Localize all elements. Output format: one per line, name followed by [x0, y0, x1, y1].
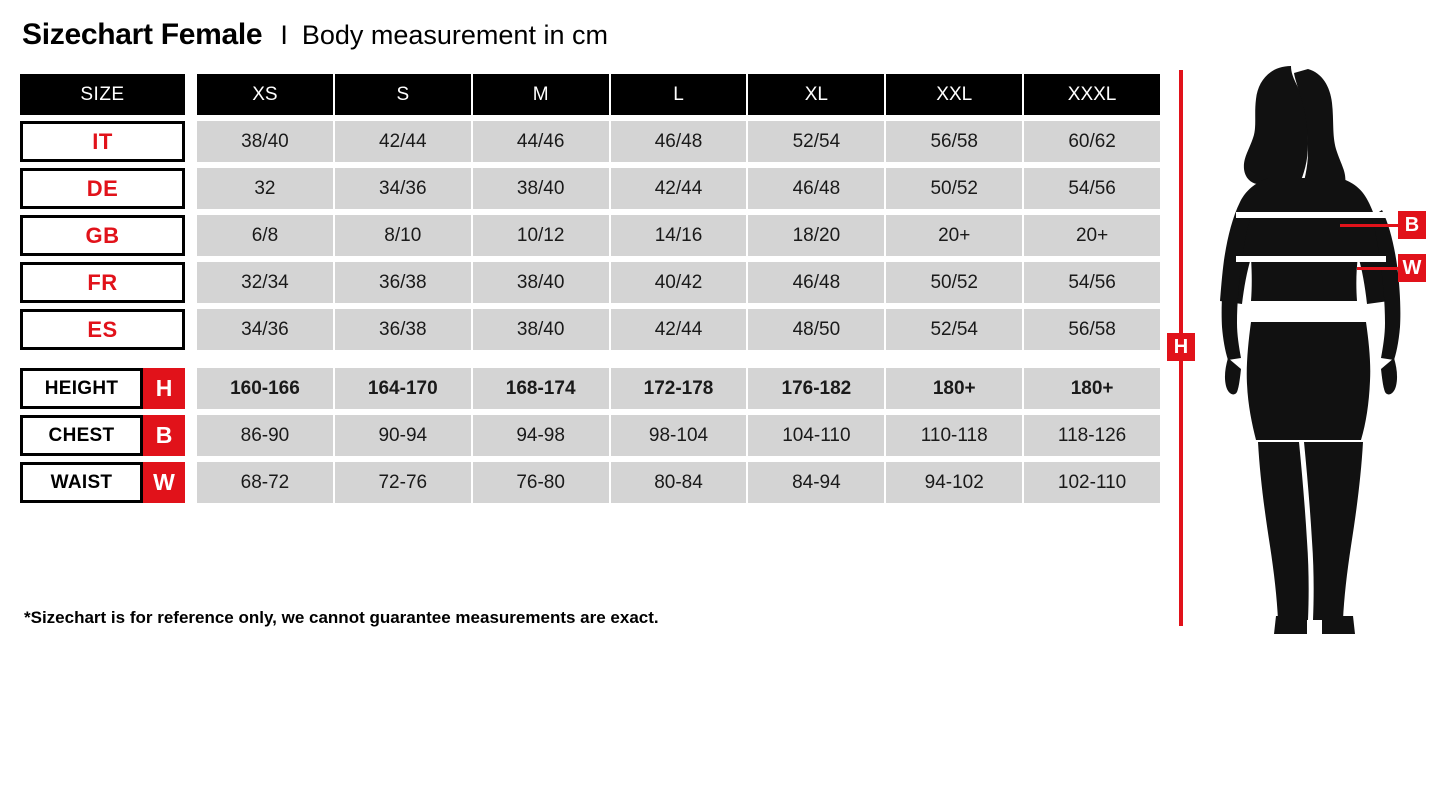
chest-marker-line [1340, 224, 1398, 227]
row-label-fr: FR [20, 262, 185, 303]
cell-height-xxxl: 180+ [1024, 368, 1160, 409]
cell-de-l: 42/44 [611, 168, 747, 209]
waist-marker-icon: W [1398, 254, 1426, 282]
cell-fr-l: 40/42 [611, 262, 747, 303]
cell-waist-xs: 68-72 [197, 462, 333, 503]
cell-de-xxl: 50/52 [886, 168, 1022, 209]
cell-gb-m: 10/12 [473, 215, 609, 256]
cell-it-s: 42/44 [335, 121, 471, 162]
cell-de-xxxl: 54/56 [1024, 168, 1160, 209]
footnote: *Sizechart is for reference only, we cannot guarantee measurements are exact. [24, 608, 659, 627]
cell-fr-s: 36/38 [335, 262, 471, 303]
row-label-it: IT [20, 121, 185, 162]
cell-gb-l: 14/16 [611, 215, 747, 256]
header-size-xxxl: XXXL [1024, 74, 1160, 115]
row-label-waist-text: WAIST [20, 462, 143, 503]
header-size-s: S [335, 74, 471, 115]
header-size-label: SIZE [20, 74, 185, 115]
cell-fr-xs: 32/34 [197, 262, 333, 303]
waist-marker [1357, 254, 1426, 282]
row-label-gb: GB [20, 215, 185, 256]
cell-es-s: 36/38 [335, 309, 471, 350]
cell-de-xl: 46/48 [748, 168, 884, 209]
chest-marker [1340, 211, 1426, 239]
cell-es-l: 42/44 [611, 309, 747, 350]
cell-it-xl: 52/54 [748, 121, 884, 162]
cell-chest-l: 98-104 [611, 415, 747, 456]
cell-height-s: 164-170 [335, 368, 471, 409]
cell-waist-l: 80-84 [611, 462, 747, 503]
cell-height-m: 168-174 [473, 368, 609, 409]
cell-it-xxxl: 60/62 [1024, 121, 1160, 162]
cell-it-xs: 38/40 [197, 121, 333, 162]
cell-de-m: 38/40 [473, 168, 609, 209]
cell-waist-s: 72-76 [335, 462, 471, 503]
waist-marker-line [1357, 267, 1398, 270]
table-row [20, 262, 1160, 303]
page-title [22, 18, 608, 52]
cell-waist-xl: 84-94 [748, 462, 884, 503]
cell-gb-xxxl: 20+ [1024, 215, 1160, 256]
row-label-waist [20, 462, 185, 503]
cell-fr-xxxl: 54/56 [1024, 262, 1160, 303]
cell-fr-xxl: 50/52 [886, 262, 1022, 303]
cell-it-l: 46/48 [611, 121, 747, 162]
table-row [20, 215, 1160, 256]
cell-es-m: 38/40 [473, 309, 609, 350]
table-row [20, 121, 1160, 162]
cell-chest-s: 90-94 [335, 415, 471, 456]
header-size-xl: XL [748, 74, 884, 115]
cell-height-xs: 160-166 [197, 368, 333, 409]
table-row [20, 368, 1160, 409]
sizechart-table [20, 74, 1160, 509]
cell-waist-xxl: 94-102 [886, 462, 1022, 503]
cell-waist-m: 76-80 [473, 462, 609, 503]
title-subtitle: Body measurement in cm [301, 20, 608, 50]
cell-it-m: 44/46 [473, 121, 609, 162]
cell-gb-xxl: 20+ [886, 215, 1022, 256]
female-silhouette-figure [1196, 60, 1411, 635]
female-body-icon [1196, 60, 1411, 635]
header-size-m: M [473, 74, 609, 115]
height-badge-icon: H [143, 368, 185, 409]
cell-gb-s: 8/10 [335, 215, 471, 256]
table-header-row [20, 74, 1160, 115]
cell-height-xl: 176-182 [748, 368, 884, 409]
header-size-xxl: XXL [886, 74, 1022, 115]
table-section-gap [20, 356, 1160, 368]
cell-chest-xxl: 110-118 [886, 415, 1022, 456]
cell-waist-xxxl: 102-110 [1024, 462, 1160, 503]
cell-es-xl: 48/50 [748, 309, 884, 350]
cell-es-xxl: 52/54 [886, 309, 1022, 350]
table-row [20, 309, 1160, 350]
row-label-chest-text: CHEST [20, 415, 143, 456]
cell-de-xs: 32 [197, 168, 333, 209]
cell-fr-xl: 46/48 [748, 262, 884, 303]
cell-chest-xs: 86-90 [197, 415, 333, 456]
cell-chest-m: 94-98 [473, 415, 609, 456]
chest-marker-icon: B [1398, 211, 1426, 239]
cell-fr-m: 38/40 [473, 262, 609, 303]
row-label-chest [20, 415, 185, 456]
cell-es-xs: 34/36 [197, 309, 333, 350]
cell-chest-xl: 104-110 [748, 415, 884, 456]
title-main: Sizechart Female [22, 18, 263, 51]
height-marker-icon: H [1167, 333, 1195, 361]
cell-de-s: 34/36 [335, 168, 471, 209]
row-label-height-text: HEIGHT [20, 368, 143, 409]
cell-es-xxxl: 56/58 [1024, 309, 1160, 350]
row-label-de: DE [20, 168, 185, 209]
cell-gb-xs: 6/8 [197, 215, 333, 256]
cell-height-l: 172-178 [611, 368, 747, 409]
chest-badge-icon: B [143, 415, 185, 456]
cell-it-xxl: 56/58 [886, 121, 1022, 162]
table-row [20, 462, 1160, 503]
header-size-xs: XS [197, 74, 333, 115]
table-row [20, 415, 1160, 456]
cell-height-xxl: 180+ [886, 368, 1022, 409]
table-row [20, 168, 1160, 209]
waist-badge-icon: W [143, 462, 185, 503]
title-separator: I [280, 20, 288, 50]
cell-gb-xl: 18/20 [748, 215, 884, 256]
cell-chest-xxxl: 118-126 [1024, 415, 1160, 456]
header-size-l: L [611, 74, 747, 115]
row-label-es: ES [20, 309, 185, 350]
row-label-height [20, 368, 185, 409]
